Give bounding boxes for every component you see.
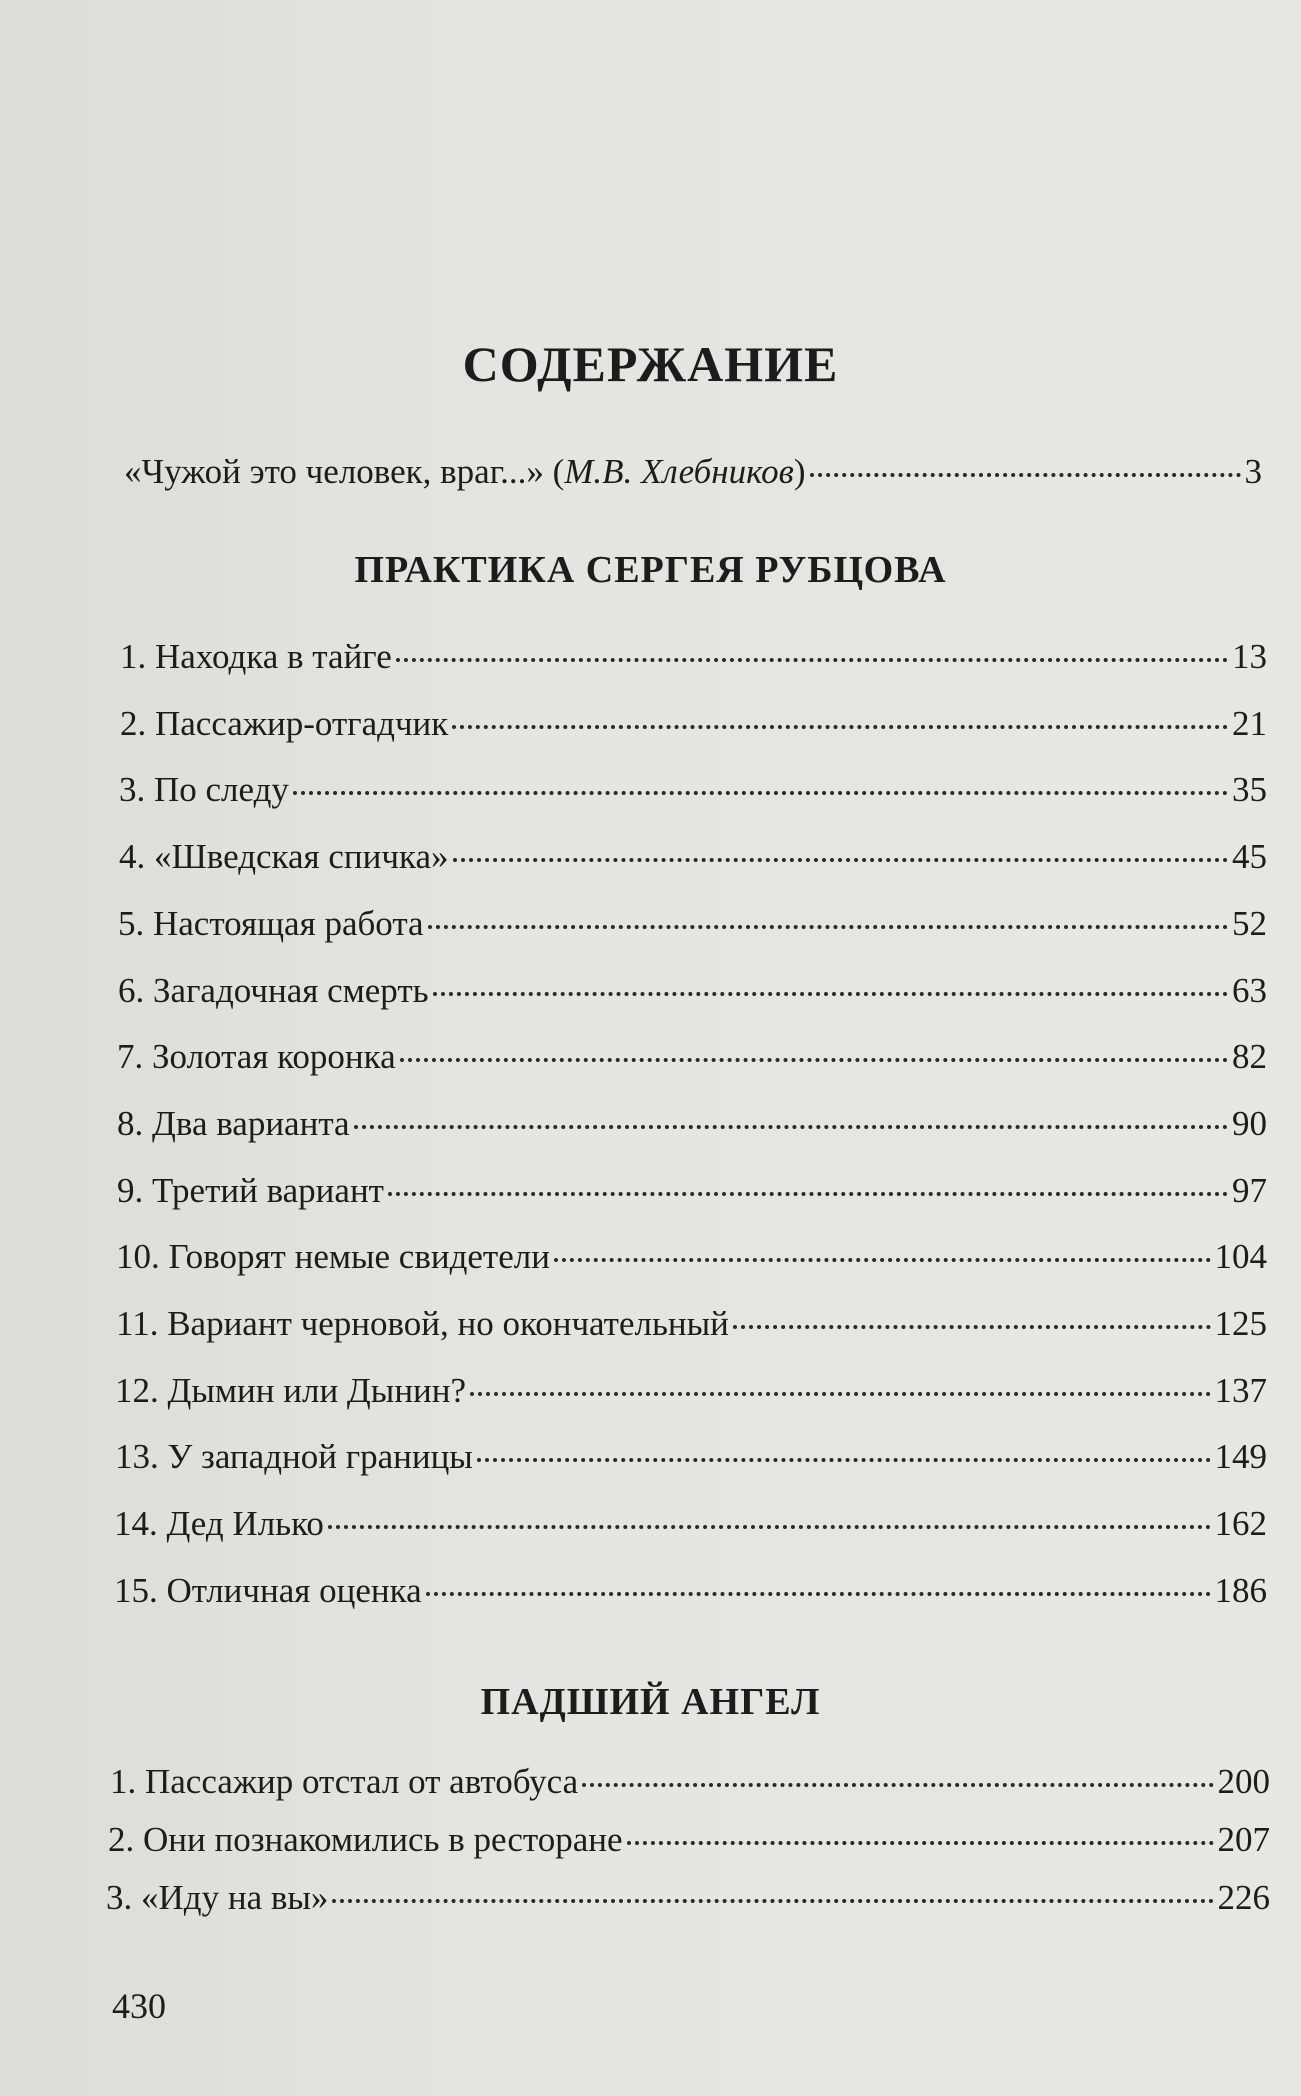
toc-entry xyxy=(117,1104,1267,1154)
toc-entry xyxy=(118,971,1267,1021)
toc-entry-label: 1. Пассажир отстал от автобуса xyxy=(110,1762,579,1801)
toc-leader-dots xyxy=(470,1392,1210,1396)
toc-entry-label: 15. Отличная оценка xyxy=(114,1571,422,1610)
toc-leader-dots xyxy=(452,725,1228,729)
section-title-fallen-angel: ПАДШИЙ АНГЕЛ xyxy=(480,1681,821,1723)
toc-entry xyxy=(114,1504,1267,1554)
toc-entry xyxy=(120,704,1267,754)
toc-leader-dots xyxy=(627,1841,1214,1845)
toc-leader-dots xyxy=(328,1525,1211,1529)
toc-entry xyxy=(117,1171,1267,1221)
toc-entry-page: 186 xyxy=(1214,1571,1267,1610)
toc-entry xyxy=(118,904,1267,954)
toc-leader-dots xyxy=(810,473,1241,477)
toc-leader-dots xyxy=(426,1592,1211,1596)
toc-entry xyxy=(108,1820,1270,1870)
toc-entry-page: 207 xyxy=(1217,1820,1270,1859)
toc-entry-label: 8. Два варианта xyxy=(117,1104,350,1143)
toc-leader-dots xyxy=(433,992,1228,996)
toc-entry xyxy=(114,1571,1267,1621)
toc-entry-label: 7. Золотая коронка xyxy=(117,1037,396,1076)
toc-entry-label: 5. Настоящая работа xyxy=(118,904,424,943)
toc-entry xyxy=(117,1037,1267,1087)
toc-entry xyxy=(116,1237,1267,1287)
toc-leader-dots xyxy=(477,1458,1211,1462)
toc-leader-dots xyxy=(396,658,1228,662)
toc-entry-page: 63 xyxy=(1232,971,1267,1010)
toc-entry xyxy=(120,637,1267,687)
toc-entry-label: 2. Они познакомились в ресторане xyxy=(108,1820,623,1859)
toc-entry-label: 11. Вариант черновой, но окончательный xyxy=(116,1304,729,1343)
toc-entry-label: 1. Находка в тайге xyxy=(120,637,392,676)
toc-entry-page: 35 xyxy=(1232,770,1267,809)
toc-entry-intro xyxy=(124,452,1262,502)
toc-leader-dots xyxy=(554,1258,1211,1262)
toc-entry xyxy=(119,770,1267,820)
toc-entry-label: 10. Говорят немые свидетели xyxy=(116,1237,550,1276)
toc-leader-dots xyxy=(332,1899,1213,1903)
toc-entry xyxy=(110,1762,1270,1812)
toc-entry-label: 9. Третий вариант xyxy=(117,1171,384,1210)
toc-leader-dots xyxy=(400,1058,1228,1062)
toc-entry-label: 6. Загадочная смерть xyxy=(118,971,429,1010)
toc-entry-page: 162 xyxy=(1214,1504,1267,1543)
toc-leader-dots xyxy=(388,1192,1228,1196)
toc-entry-label: 3. По следу xyxy=(119,770,289,809)
toc-entry-label: 4. «Шведская спичка» xyxy=(119,837,449,876)
toc-leader-dots xyxy=(733,1325,1211,1329)
toc-entry xyxy=(115,1371,1267,1421)
toc-entry-page: 13 xyxy=(1232,637,1267,676)
toc-leader-dots xyxy=(582,1783,1213,1787)
toc-entry-page: 3 xyxy=(1244,452,1262,491)
toc-entry xyxy=(115,1437,1267,1487)
toc-entry-page: 226 xyxy=(1217,1878,1270,1917)
toc-entry xyxy=(119,837,1267,887)
toc-entry xyxy=(106,1878,1270,1928)
toc-entry-page: 90 xyxy=(1232,1104,1267,1143)
toc-leader-dots xyxy=(354,1125,1228,1129)
toc-entry-page: 104 xyxy=(1214,1237,1267,1276)
toc-entry-label: 14. Дед Илько xyxy=(114,1504,324,1543)
toc-entry-page: 200 xyxy=(1217,1762,1270,1801)
toc-entry-page: 82 xyxy=(1232,1037,1267,1076)
toc-entry-label: «Чужой это человек, враг...» (М.В. Хлебников) xyxy=(124,452,806,491)
page-number: 430 xyxy=(112,1986,166,2026)
toc-entry-page: 45 xyxy=(1232,837,1267,876)
section-title-rubtsov: ПРАКТИКА СЕРГЕЯ РУБЦОВА xyxy=(354,549,947,591)
toc-leader-dots xyxy=(428,925,1228,929)
toc-entry-page: 21 xyxy=(1232,704,1267,743)
toc-leader-dots xyxy=(453,858,1228,862)
toc-entry-page: 97 xyxy=(1232,1171,1267,1210)
toc-entry-page: 149 xyxy=(1214,1437,1267,1476)
toc-leader-dots xyxy=(293,791,1228,795)
toc-entry-label: 2. Пассажир-отгадчик xyxy=(120,704,449,743)
toc-entry xyxy=(116,1304,1267,1354)
toc-entry-label: 13. У западной границы xyxy=(115,1437,473,1476)
toc-entry-page: 125 xyxy=(1214,1304,1267,1343)
toc-entry-label: 12. Дымин или Дынин? xyxy=(115,1371,467,1410)
toc-entry-page: 137 xyxy=(1214,1371,1267,1410)
toc-entry-label: 3. «Иду на вы» xyxy=(106,1878,329,1917)
page-title: СОДЕРЖАНИЕ xyxy=(462,336,839,392)
toc-entry-page: 52 xyxy=(1232,904,1267,943)
